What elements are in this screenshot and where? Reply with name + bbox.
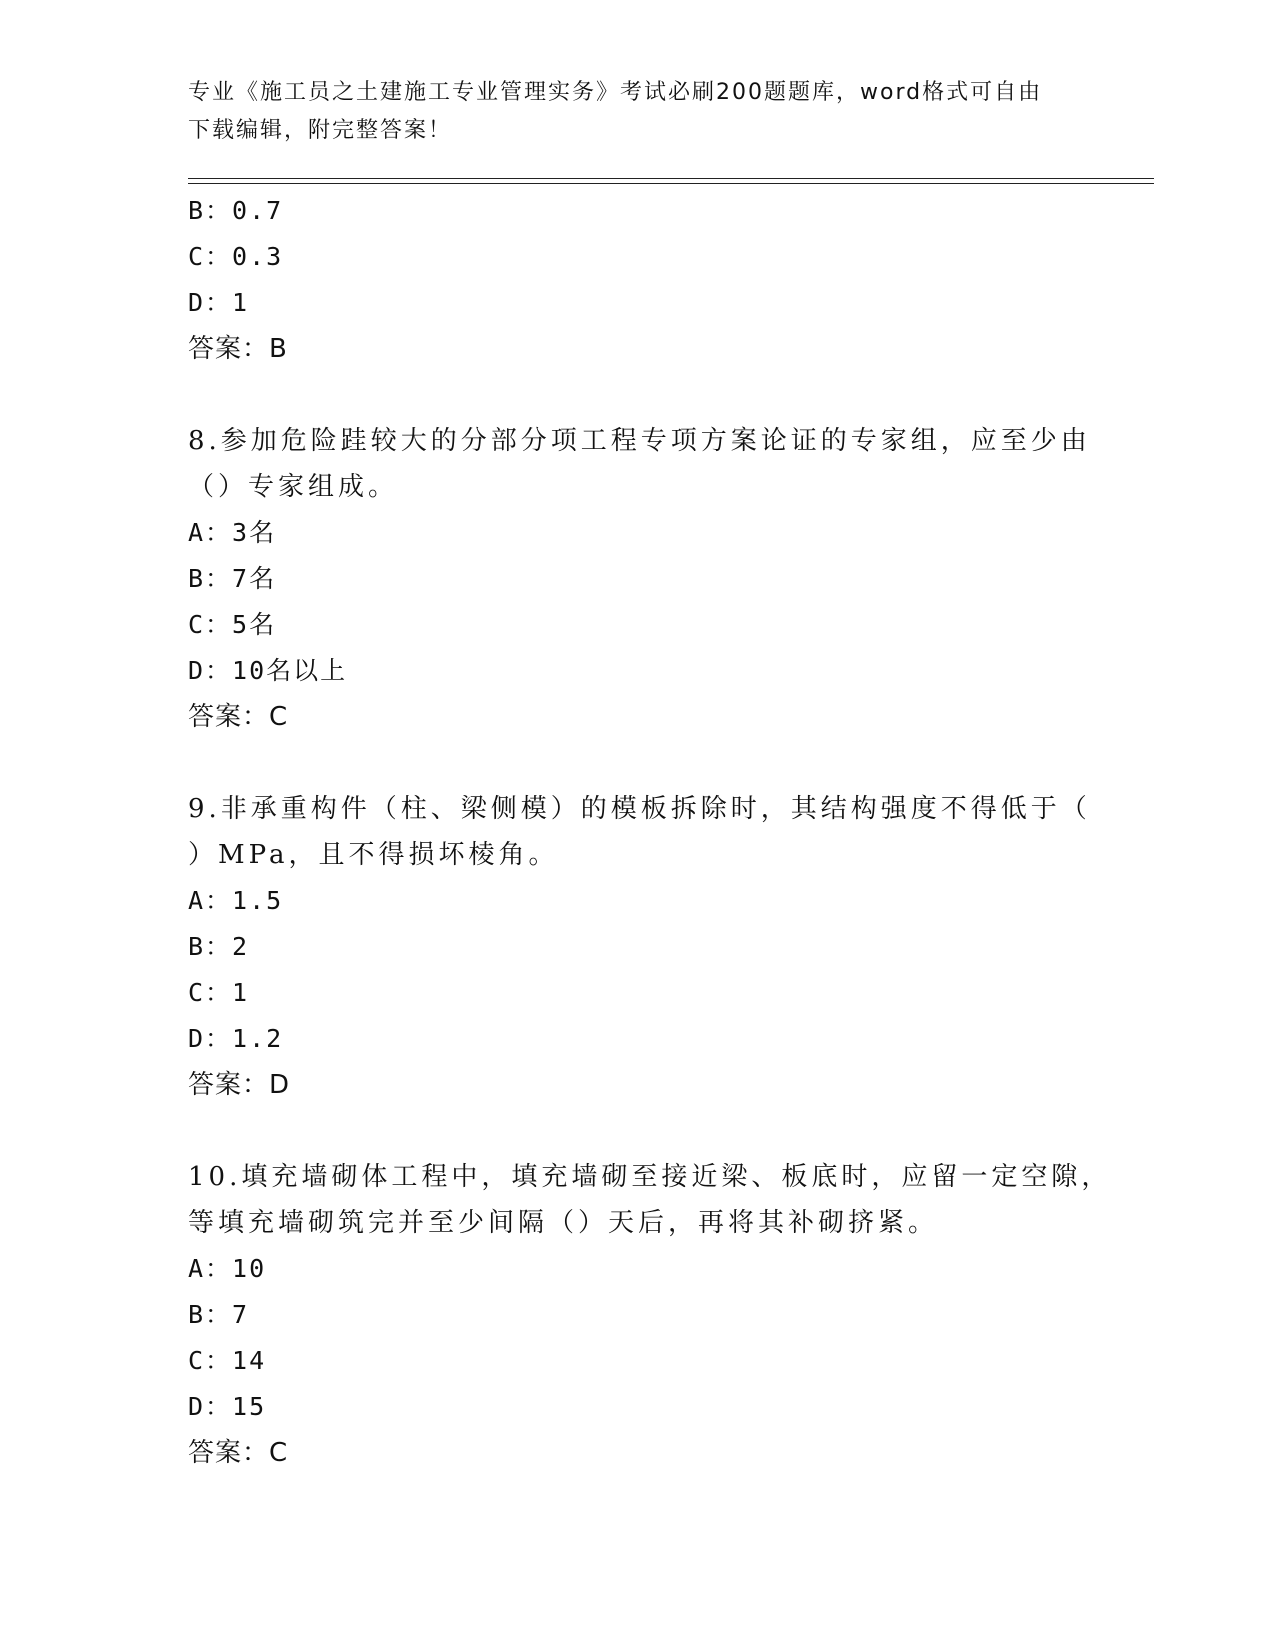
question-stem-line-2: 等填充墙砌筑完并至少间隔（）天后，再将其补砌挤紧。 xyxy=(188,1208,939,1238)
answer-line: 答案：C xyxy=(188,702,289,732)
header-title-line-1: 专业《施工员之土建施工专业管理实务》考试必刷200题题库，word格式可自由 xyxy=(188,80,1043,105)
prev-question-block xyxy=(188,188,1088,372)
answer-line: 答案：D xyxy=(188,1070,291,1100)
option-c: C：5名 xyxy=(188,610,277,639)
question-stem-line-1: 10.填充墙砌体工程中，填充墙砌至接近梁、板底时，应留一定空隙， xyxy=(188,1162,1112,1192)
question-stem-line-1: 8.参加危险跬较大的分部分项工程专项方案论证的专家组，应至少由 xyxy=(188,426,1091,456)
option-c: C：0.3 xyxy=(188,242,284,271)
answer-line: 答案：C xyxy=(188,1438,289,1468)
option-a: A：3名 xyxy=(188,518,277,547)
question-block-9 xyxy=(188,786,1091,1108)
header-title-line-2: 下载编辑，附完整答案！ xyxy=(188,118,453,143)
spacer xyxy=(188,1108,1088,1154)
question-stem-line-1: 9.非承重构件（柱、梁侧模）的模板拆除时，其结构强度不得低于（ xyxy=(188,794,1091,824)
option-a: A：1.5 xyxy=(188,886,284,915)
question-block-8 xyxy=(188,418,1091,740)
option-b: B：7 xyxy=(188,1300,250,1329)
option-b: B：7名 xyxy=(188,564,277,593)
document-body xyxy=(188,188,1112,1476)
option-c: C：14 xyxy=(188,1346,267,1375)
spacer xyxy=(188,372,1088,418)
spacer xyxy=(188,740,1088,786)
option-d: D：1 xyxy=(188,288,250,317)
document-header xyxy=(188,74,1088,150)
header-rule-bottom xyxy=(188,183,1154,184)
answer-line: 答案：B xyxy=(188,334,288,364)
option-c: C：1 xyxy=(188,978,250,1007)
option-b: B：2 xyxy=(188,932,250,961)
header-rule-top xyxy=(188,178,1154,179)
option-a: A：10 xyxy=(188,1254,267,1283)
option-d: D：15 xyxy=(188,1392,267,1421)
question-stem-line-2: （）专家组成。 xyxy=(188,472,399,502)
option-b: B：0.7 xyxy=(188,196,284,225)
option-d: D：10名以上 xyxy=(188,656,348,685)
question-block-10 xyxy=(188,1154,1112,1476)
option-d: D：1.2 xyxy=(188,1024,284,1053)
question-stem-line-2: ）MPa，且不得损坏棱角。 xyxy=(188,840,559,870)
